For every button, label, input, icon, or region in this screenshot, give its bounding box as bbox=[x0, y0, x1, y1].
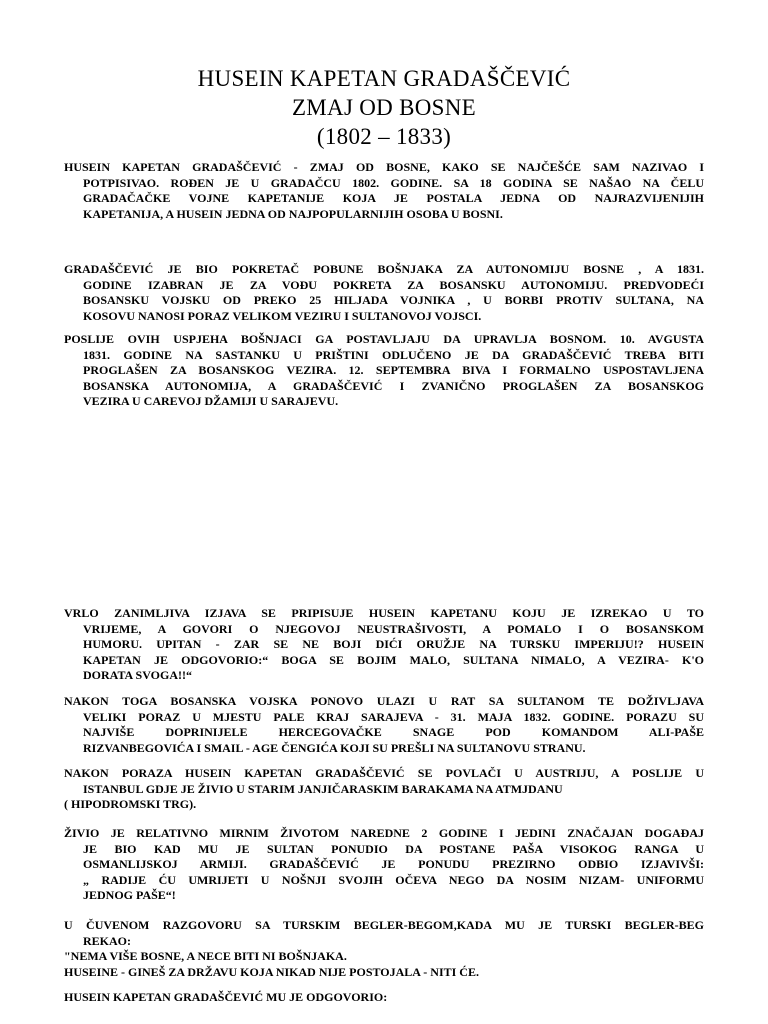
paragraph-line: HUSEIN KAPETAN GRADAŠČEVIĆ - ZMAJ OD BOSNE, KAKO SE NAJČEŠĆE SAM NAZIVAO I bbox=[64, 160, 704, 174]
paragraph-conversation bbox=[64, 918, 704, 980]
paragraph-line: VEZIRA U CAREVOJ DŽAMIJI U SARAJEVU. bbox=[83, 394, 339, 408]
paragraph-line: RIZVANBEGOVIĆA I SMAIL - AGE ČENGIĆA KOJI SU PREŠLI NA SULTANOVU STRANU. bbox=[83, 740, 586, 755]
paragraph-line: NAKON PORAZA HUSEIN KAPETAN GRADAŠČEVIĆ SE POVLAČI U AUSTRIJU, A POSLIJE U bbox=[64, 766, 704, 780]
paragraph-exile bbox=[64, 766, 704, 813]
paragraph-line: GRADAŠČEVIĆ JE BIO POKRETAČ POBUNE BOŠNJAKA ZA AUTONOMIJU BOSNE , A 1831. bbox=[64, 262, 704, 276]
paragraph-line: POTPISIVAO. ROĐEN JE U GRADAČCU 1802. GODINE. SA 18 GODINA SE NAŠAO NA ČELU bbox=[83, 175, 704, 190]
paragraph-line: KOSOVU NANOSI PORAZ VELIKOM VEZIRU I SULTANOVOJ VOJSCI. bbox=[83, 308, 482, 323]
title-years: (1802 – 1833) bbox=[316, 124, 452, 149]
paragraph-line: "NEMA VIŠE BOSNE, A NECE BITI NI BOŠNJAKA. bbox=[64, 949, 347, 963]
paragraph-line: „ RADIJE ĆU UMRIJETI U NOŠNJI SVOJIH OČEVA NEGO DA NOSIM NIZAM- UNIFORMU bbox=[83, 872, 704, 887]
paragraph-line: PROGLAŠEN ZA BOSANSKOG VEZIRA. 12. SEPTEMBRA BIVA I FORMALNO USPOSTAVLJENA bbox=[83, 363, 704, 377]
paragraph-line: JEDNOG PAŠE“! bbox=[83, 888, 176, 902]
paragraph-refusal bbox=[64, 826, 704, 904]
paragraph-line: HUSEINE - GINEŠ ZA DRŽAVU KOJA NIKAD NIJE POSTOJALA - NITI ĆE. bbox=[64, 964, 479, 979]
paragraph-line: VRIJEME, A GOVORI O NJEGOVOJ NEUSTRAŠIVOSTI, A POMALO I O BOSANSKOM bbox=[83, 621, 704, 636]
paragraph-line: BOSANSKU VOJSKU OD PREKO 25 HILJADA VOJNIKA , U BORBI PROTIV SULTANA, NA bbox=[83, 293, 704, 307]
paragraph-line: REKAO: bbox=[83, 933, 131, 948]
paragraph-line: ISTANBUL GDJE JE ŽIVIO U STARIM JANJIČARASKIM BARAKAMA NA ATMJDANU bbox=[83, 781, 563, 796]
paragraph-line: NAJVIŠE DOPRINIJELE HERCEGOVAČKE SNAGE POD KOMANDOM ALI-PAŠE bbox=[83, 725, 704, 739]
paragraph-line: HUSEIN KAPETAN GRADAŠČEVIĆ MU JE ODGOVORIO: bbox=[64, 990, 388, 1004]
paragraph-autonomy bbox=[64, 332, 704, 410]
paragraph-statement bbox=[64, 606, 704, 684]
document-title bbox=[0, 64, 768, 151]
paragraph-line: KAPETAN JE ODGOVORIO:“ BOGA SE BOJIM MALO, SULTANA NIMALO, A VEZIRA- K'O bbox=[83, 652, 704, 667]
paragraph-line: HUMORU. UPITAN - ZAR SE NE BOJI DIĆI ORUŽJE NA TURSKU IMPERIJU!? HUSEIN bbox=[83, 637, 704, 651]
title-subtitle: ZMAJ OD BOSNE bbox=[291, 95, 477, 120]
paragraph-line: VRLO ZANIMLJIVA IZJAVA SE PRIPISUJE HUSEIN KAPETANU KOJU JE IZREKAO U TO bbox=[64, 606, 704, 620]
paragraph-line: GRADAČAČKE VOJNE KAPETANIJE KOJA JE POSTALA JEDNA OD NAJRAZVIJENIJIH bbox=[83, 191, 704, 205]
paragraph-line: ( HIPODROMSKI TRG). bbox=[64, 797, 197, 811]
paragraph-line: 1831. GODINE NA SASTANKU U PRIŠTINI ODLUČENO JE DA GRADAŠČEVIĆ TREBA BITI bbox=[83, 347, 704, 362]
title-name: HUSEIN KAPETAN GRADAŠČEVIĆ bbox=[197, 66, 571, 91]
paragraph-line: ŽIVIO JE RELATIVNO MIRNIM ŽIVOTOM NAREDNE 2 GODINE I JEDINI ZNAČAJAN DOGAĐAJ bbox=[64, 826, 704, 840]
paragraph-line: JE BIO KAD MU JE SULTAN PONUDIO DA POSTANE PAŠA VISOKOG RANGA U bbox=[83, 841, 704, 856]
paragraph-line: GODINE IZABRAN JE ZA VOĐU POKRETA ZA BOSANSKU AUTONOMIJU. PREDVODEĆI bbox=[83, 277, 704, 292]
paragraph-line: DORATA SVOGA!!“ bbox=[83, 668, 192, 682]
paragraph-line: BOSANSKA AUTONOMIJA, A GRADAŠČEVIĆ I ZVANIČNO PROGLAŠEN ZA BOSANSKOG bbox=[83, 378, 704, 393]
paragraph-line: U ČUVENOM RAZGOVORU SA TURSKIM BEGLER-BEGOM,KADA MU JE TURSKI BEGLER-BEG bbox=[64, 918, 704, 932]
paragraph-line: VELIKI PORAZ U MJESTU PALE KRAJ SARAJEVA - 31. MAJA 1832. GODINE. PORAZU SU bbox=[83, 709, 704, 724]
paragraph-line: NAKON TOGA BOSANSKA VOJSKA PONOVO ULAZI U RAT SA SULTANOM TE DOŽIVLJAVA bbox=[64, 694, 704, 708]
paragraph-birth bbox=[64, 160, 704, 222]
paragraph-line: KAPETANIJA, A HUSEIN JEDNA OD NAJPOPULARNIJIH OSOBA U BOSNI. bbox=[83, 206, 503, 221]
paragraph-reply bbox=[64, 990, 704, 1006]
paragraph-line: OSMANLIJSKOJ ARMIJI. GRADAŠČEVIĆ JE PONUDU PREZIRNO ODBIO IZJAVIVŠI: bbox=[83, 857, 704, 871]
paragraph-defeat bbox=[64, 694, 704, 756]
paragraph-uprising bbox=[64, 262, 704, 324]
paragraph-line: POSLIJE OVIH USPJEHA BOŠNJACI GA POSTAVLJAJU DA UPRAVLJA BOSNOM. 10. AVGUSTA bbox=[64, 332, 704, 346]
